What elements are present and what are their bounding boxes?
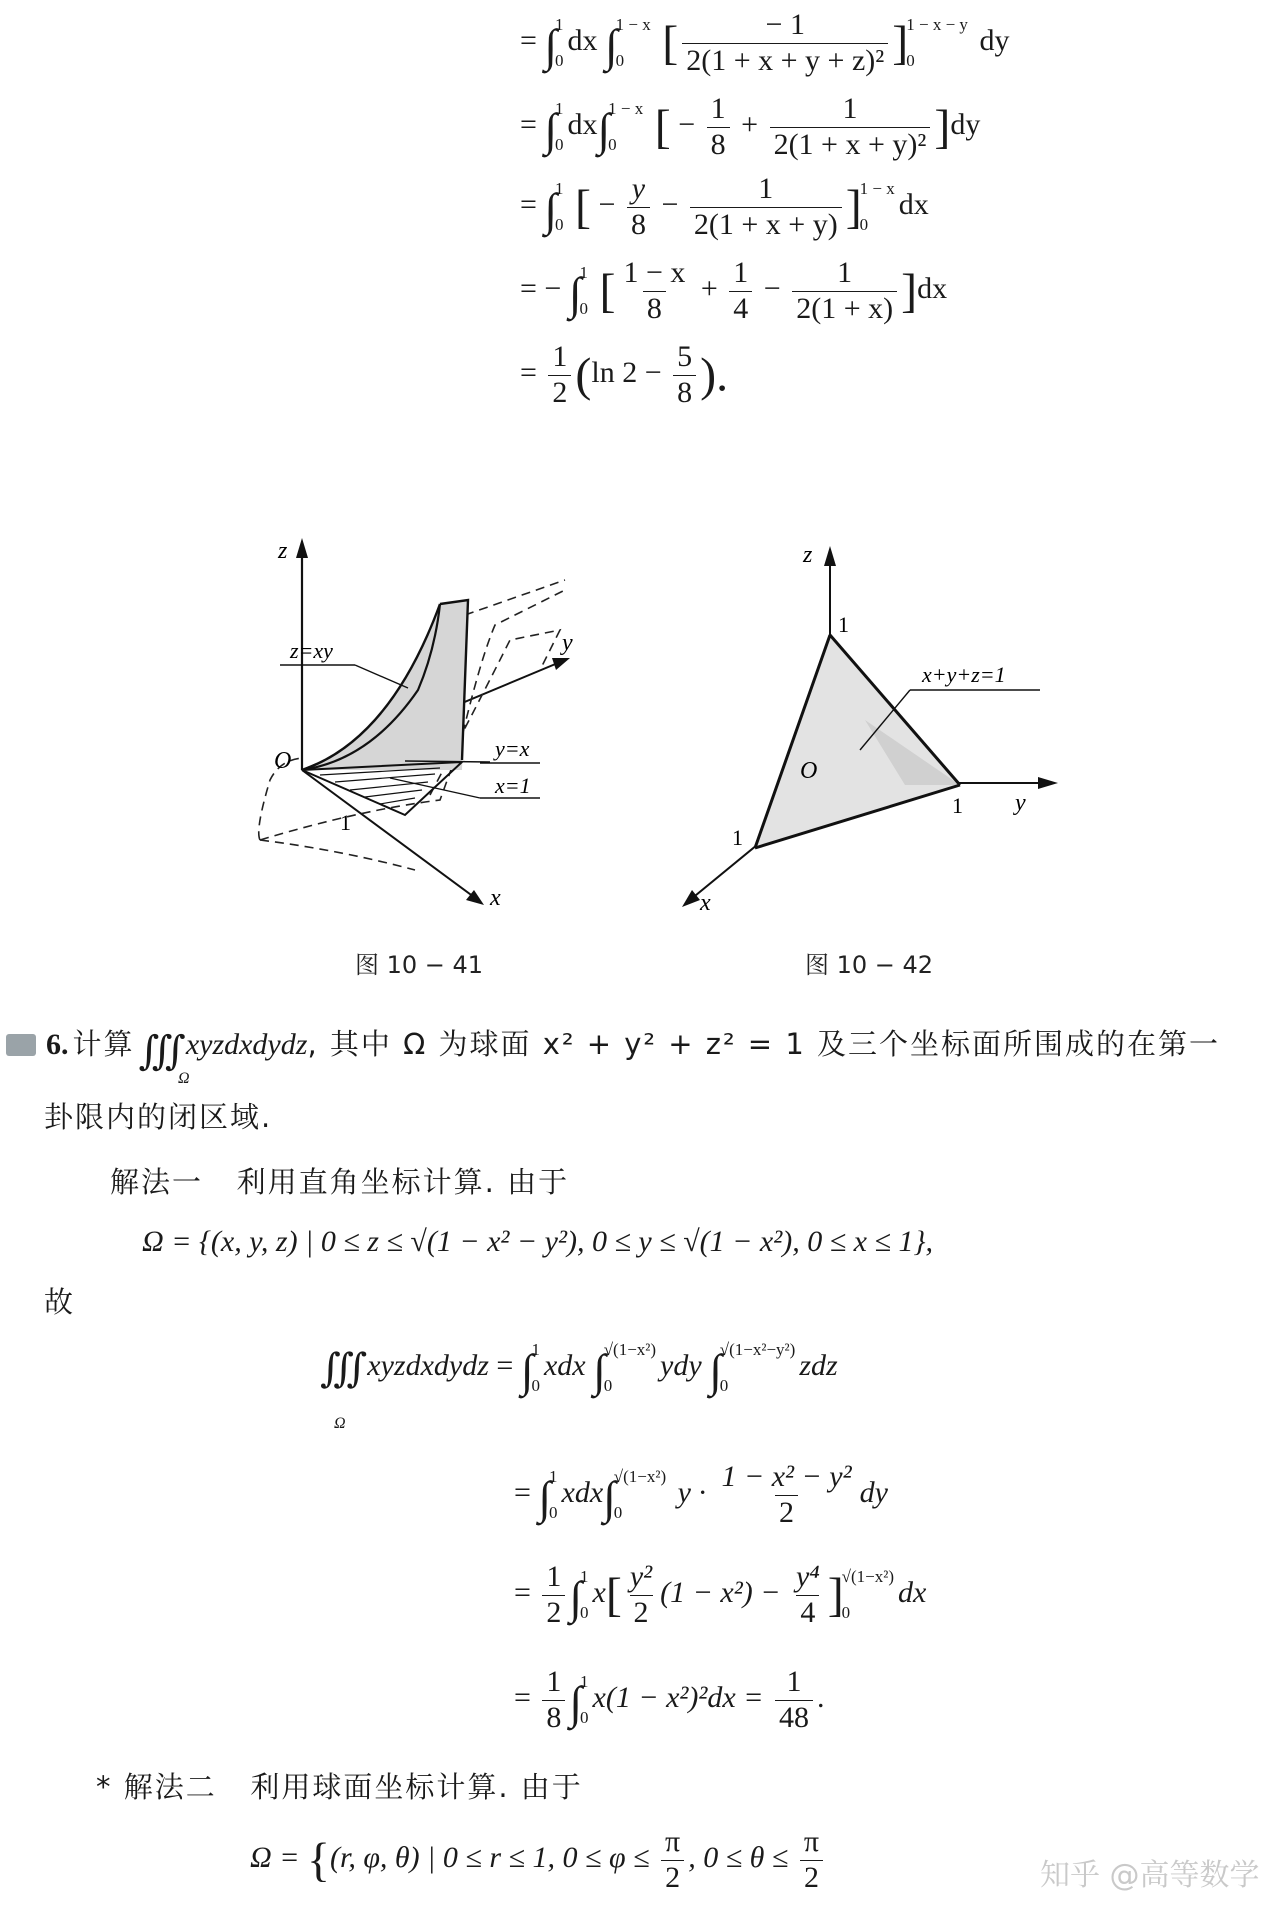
fig2-origin-label: O <box>800 758 818 784</box>
method1-heading: 解法一 利用直角坐标计算. 由于 <box>110 1165 570 1199</box>
problem-icon <box>6 1034 36 1056</box>
eq-line-3: = ∫ 1 0 [ − $\frac{y}{8}$ − $\frac{1}{2(1 + x + y)}$ ] 1 − x 0 dx <box>520 172 929 241</box>
problem-6-domain-sub: Ω <box>178 1070 190 1087</box>
eq2-line-4: = $\frac{1}{8}$ ∫ 1 0 x(1 − x²)²dx = $\frac{1}{48}$ . <box>514 1665 825 1734</box>
fig1-z-label: z <box>278 538 288 564</box>
figure-10-41 <box>240 530 600 920</box>
method1-omega: Ω = {(x, y, z) | 0 ≤ z ≤ √(1 − x² − y²), 0 ≤ y ≤ √(1 − x²), 0 ≤ x ≤ 1}, <box>142 1225 933 1258</box>
fig2-z1-label: 1 <box>838 612 849 637</box>
fig1-surface-label: z=xy <box>290 638 333 663</box>
eq2-line-1: ∭xyzdxdydz = ∫ 1 0 xdx ∫ √(1−x²) 0 ydy ∫ √(1−x²−y²) 0 zdz <box>320 1340 838 1396</box>
figure-10-42-caption: 图 10 − 42 <box>805 951 934 979</box>
fig2-x1-label: 1 <box>732 825 743 850</box>
problem-6-line2: 卦限内的闭区域. <box>44 1100 273 1134</box>
fig1-yx-label: y=x <box>495 736 530 761</box>
figure-10-41-caption: 图 10 − 41 <box>355 951 484 979</box>
eq-line-2: = ∫ 1 0 dx∫ 1 − x 0 [ − $\frac{1}{8}$ + $\frac{1}{\text{2(1 + x + y)²}}$ ]dy <box>520 92 981 161</box>
method2-omega: Ω = {(r, φ, θ) | 0 ≤ r ≤ 1, 0 ≤ φ ≤ $\frac{\pi}{2}$ , 0 ≤ θ ≤ $\frac{\pi}{2}$ <box>250 1825 827 1895</box>
fig2-y1-label: 1 <box>952 793 963 818</box>
eq-line-5: = $\frac{1}{2}$ (ln 2 − $\frac{5}{8}$ ). <box>520 340 729 409</box>
fig1-origin-label: O <box>274 748 292 774</box>
watermark: 知乎 @高等数学 <box>1040 1858 1260 1893</box>
eq2-line-3: = $\frac{1}{2}$ ∫ 1 0 x[ $\frac{\text{y²}}{2}$ (1 − x²) − $\frac{\text{y⁴}}{4}$ ] √(1−x²) 0 dx <box>514 1560 927 1629</box>
problem-6-line1: 6. 计算 ∭xyzdxdydz, 其中 Ω 为球面 x² + y² + z² = 1 及三个坐标面所围成的在第一 <box>46 1027 1220 1073</box>
fig2-y-label: y <box>1015 790 1026 816</box>
fig1-x1-label: x=1 <box>495 773 531 798</box>
method2-heading: * 解法二 利用球面坐标计算. 由于 <box>96 1770 583 1804</box>
eq-line-1: = ∫ 1 0 dx ∫ 1 − x 0 [ $\frac{- 1}{\text{2(1 + x + y + z)²}}$ ] 1 − x − y 0 dy <box>520 8 1010 77</box>
fig1-x-label: x <box>490 885 501 911</box>
fig2-x-label: x <box>700 890 711 916</box>
fig1-y-label: y <box>562 630 573 656</box>
method1-gu: 故 <box>44 1285 76 1319</box>
fig1-one-label: 1 <box>340 810 351 835</box>
eq-line-4: = − ∫ 1 0 [ $\frac{1 - x}{8}$ + $\frac{1}{4}$ − $\frac{1}{2(1 + x)}$ ]dx <box>520 256 948 325</box>
figure-10-42 <box>670 530 1070 920</box>
eq2-lhs-sub: Ω <box>334 1415 346 1432</box>
fig2-z-label: z <box>803 542 813 568</box>
eq2-line-2: = ∫ 1 0 xdx∫ √(1−x²) 0 y · $\frac{\text{1 − x² − y²}}{2}$ dy <box>514 1460 888 1529</box>
fig2-plane-label: x+y+z=1 <box>922 662 1006 687</box>
